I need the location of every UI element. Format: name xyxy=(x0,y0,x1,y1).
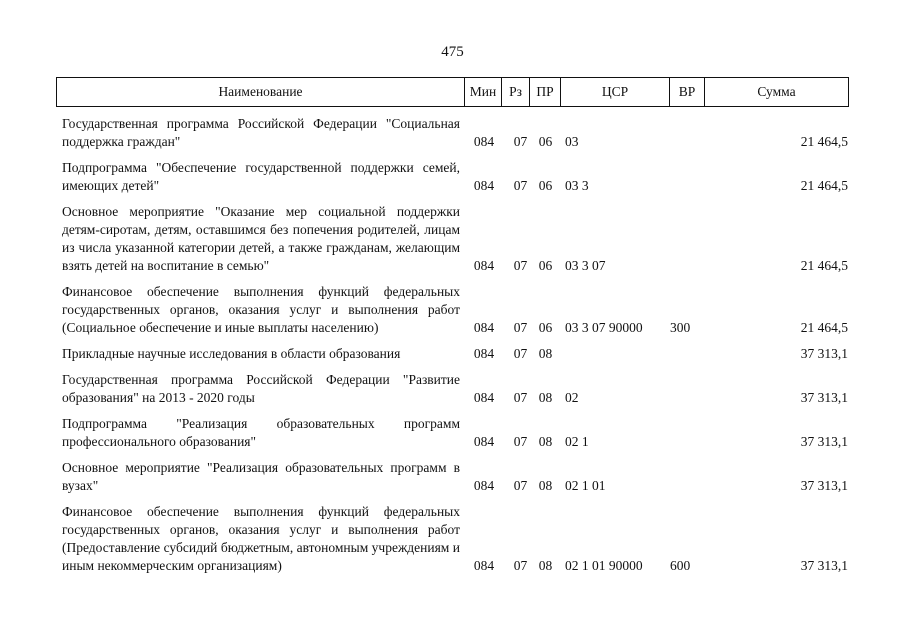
row-rz: 07 xyxy=(513,434,528,449)
row-rz: 07 xyxy=(513,558,528,573)
header-rz: Рз xyxy=(502,78,530,106)
row-sum: 37 313,1 xyxy=(800,390,848,405)
row-min: 084 xyxy=(473,178,495,193)
header-sum: Сумма xyxy=(757,84,796,99)
row-pr: 08 xyxy=(538,346,553,361)
row-sum: 37 313,1 xyxy=(800,434,848,449)
row-sum: 37 313,1 xyxy=(800,478,848,493)
row-name: Основное мероприятие "Оказание мер социальной поддержки детям-сиротам, детям, оставшимся без попечения родителей, лицам из числа указанной категории детей, а также гражданам, желающим взять детей на воспитание в семью" xyxy=(62,204,460,273)
row-pr: 06 xyxy=(538,258,553,273)
header-csr: ЦСР xyxy=(561,78,670,106)
row-sum: 37 313,1 xyxy=(800,558,848,573)
row-csr: 02 1 01 90000 xyxy=(565,558,643,573)
row-rz: 07 xyxy=(513,346,528,361)
row-name: Государственная программа Российской Федерации "Развитие образования" на 2013 - 2020 годы xyxy=(62,372,460,405)
row-sum: 37 313,1 xyxy=(800,346,848,361)
row-pr: 08 xyxy=(538,434,553,449)
row-sum: 21 464,5 xyxy=(800,178,848,193)
row-min: 084 xyxy=(473,434,495,449)
row-sum: 21 464,5 xyxy=(800,134,848,149)
row-csr: 02 1 01 xyxy=(565,478,606,493)
row-min: 084 xyxy=(473,478,495,493)
row-min: 084 xyxy=(473,558,495,573)
row-pr: 06 xyxy=(538,320,553,335)
table-body xyxy=(62,115,848,575)
row-vr: 600 xyxy=(670,558,691,573)
row-rz: 07 xyxy=(513,178,528,193)
table-row xyxy=(62,283,848,337)
row-csr: 03 3 07 xyxy=(565,258,606,273)
header-vr: ВР xyxy=(670,78,705,106)
table-row xyxy=(62,503,848,575)
row-min: 084 xyxy=(473,320,495,335)
row-rz: 07 xyxy=(513,134,528,149)
row-name: Основное мероприятие "Реализация образовательных программ в вузах" xyxy=(62,460,460,493)
row-csr: 02 1 xyxy=(565,434,589,449)
row-pr: 08 xyxy=(538,478,553,493)
row-pr: 06 xyxy=(538,178,553,193)
row-pr: 08 xyxy=(538,558,553,573)
table-header xyxy=(56,77,849,107)
row-min: 084 xyxy=(473,390,495,405)
row-rz: 07 xyxy=(513,390,528,405)
table-row xyxy=(62,371,848,407)
row-pr: 08 xyxy=(538,390,553,405)
row-rz: 07 xyxy=(513,320,528,335)
table-row xyxy=(62,459,848,495)
row-csr: 02 xyxy=(565,390,579,405)
table-row xyxy=(62,203,848,275)
row-sum: 21 464,5 xyxy=(800,320,848,335)
row-pr: 06 xyxy=(538,134,553,149)
row-sum: 21 464,5 xyxy=(800,258,848,273)
table-row xyxy=(62,345,848,363)
table-row xyxy=(62,415,848,451)
row-min: 084 xyxy=(473,134,495,149)
row-name: Прикладные научные исследования в области образования xyxy=(62,346,401,361)
row-vr: 300 xyxy=(670,320,691,335)
row-rz: 07 xyxy=(513,478,528,493)
table-row xyxy=(62,115,848,151)
row-name: Государственная программа Российской Федерации "Социальная поддержка граждан" xyxy=(62,116,460,149)
header-pr: ПР xyxy=(530,78,561,106)
row-name: Подпрограмма "Реализация образовательных программ профессионального образования" xyxy=(62,416,460,449)
row-name: Финансовое обеспечение выполнения функций федеральных государственных органов, оказания услуг и выполнения работ (Социальное обеспечение и иные выплаты населению) xyxy=(62,284,460,335)
header-name: Наименование xyxy=(57,78,465,106)
row-name: Финансовое обеспечение выполнения функций федеральных государственных органов, оказания услуг и выполнения работ (Предоставление субсидий бюджетным, автономным учреждениям и иным некоммерческим организациям) xyxy=(62,504,460,573)
row-csr: 03 3 07 90000 xyxy=(565,320,643,335)
row-min: 084 xyxy=(473,346,495,361)
row-min: 084 xyxy=(473,258,495,273)
table-row xyxy=(62,159,848,195)
row-csr: 03 3 xyxy=(565,178,589,193)
row-rz: 07 xyxy=(513,258,528,273)
row-name: Подпрограмма "Обеспечение государственной поддержки семей, имеющих детей" xyxy=(62,160,460,193)
header-min: Мин xyxy=(465,78,502,106)
row-csr: 03 xyxy=(565,134,579,149)
page-number: 475 xyxy=(441,44,464,60)
